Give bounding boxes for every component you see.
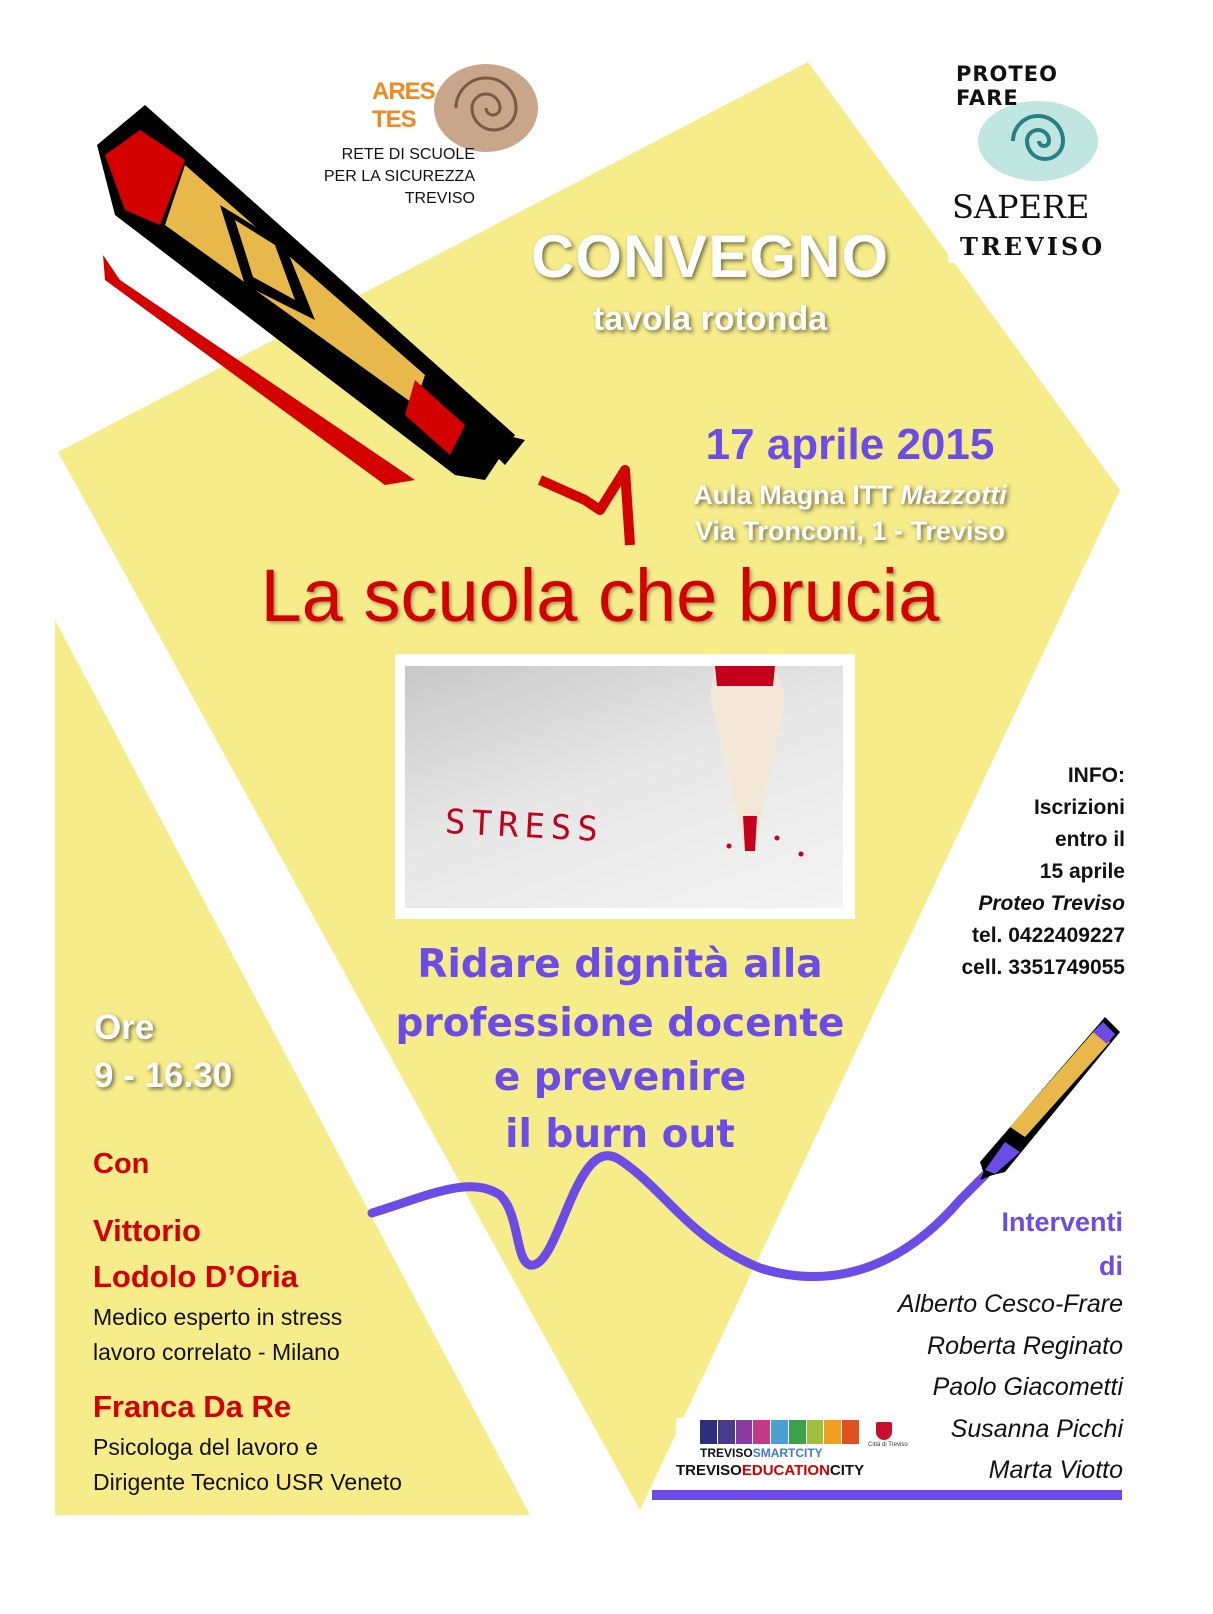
red-chips <box>705 826 825 866</box>
info-line: entro il <box>1054 828 1125 851</box>
info-block <box>865 760 1125 984</box>
color-stripe <box>824 1420 841 1444</box>
color-stripe <box>771 1420 788 1444</box>
speaker-2 <box>93 1384 513 1500</box>
small-pencil-icon <box>965 1012 1125 1182</box>
treviso-city-logo <box>676 1418 911 1484</box>
ares-letters: ARES TES <box>372 78 435 133</box>
stress-photo <box>395 654 855 919</box>
tagline <box>380 938 860 1170</box>
speaker-desc: lavoro correlato - Milano <box>93 1339 340 1365</box>
proteo-word: SAPERE <box>952 188 1090 226</box>
event-venue <box>620 480 1080 511</box>
speaker-desc: Psicologa del lavoro e <box>93 1434 319 1460</box>
interventions-label-2: di <box>1099 1251 1123 1281</box>
ares-line: RETE DI SCUOLE <box>341 146 475 163</box>
ares-text <box>255 144 475 210</box>
ares-line: TREVISO <box>404 190 475 207</box>
purple-underline-bar <box>652 1490 1122 1500</box>
tagline-line: professione docente <box>395 1001 845 1046</box>
educationcity-line <box>676 1462 864 1479</box>
color-stripes <box>700 1420 860 1444</box>
intervention-name: Marta Viotto <box>988 1456 1123 1484</box>
color-stripe <box>753 1420 770 1444</box>
intervention-name: Susanna Picchi <box>950 1414 1123 1443</box>
with-label: Con <box>93 1148 150 1180</box>
venue-prefix: Aula Magna ITT <box>693 480 893 510</box>
color-stripe <box>718 1420 735 1444</box>
info-tel: tel. 0422409227 <box>972 924 1125 947</box>
schedule-label: Ore <box>94 1008 155 1047</box>
event-address: Via Tronconi, 1 - Treviso <box>694 516 1006 546</box>
event-subtype: tavola rotonda <box>592 300 828 338</box>
color-stripe <box>700 1420 717 1444</box>
crest-text: Città di Treviso <box>868 1442 908 1448</box>
speaker-1 <box>93 1208 513 1370</box>
proteo-top-text: PROTEO FARE <box>956 62 1058 110</box>
proteo-city: TREVISO <box>960 232 1106 261</box>
smartcity-b: SMARTCITY <box>752 1446 823 1460</box>
smartcity-a: TREVISO <box>700 1446 753 1460</box>
interventions-label-1: Interventi <box>1001 1207 1123 1237</box>
color-stripe <box>807 1420 824 1444</box>
crest-icon <box>876 1422 892 1440</box>
speaker-desc: Medico esperto in stress <box>93 1304 343 1330</box>
event-type: CONVEGNO <box>530 223 890 290</box>
speaker-name: Vittorio <box>93 1213 201 1248</box>
info-cell: cell. 3351749055 <box>961 956 1125 979</box>
venue-name: Mazzotti <box>900 480 1007 510</box>
tagline-line: il burn out <box>505 1112 735 1157</box>
ares-logo <box>300 60 545 210</box>
color-stripe <box>789 1420 806 1444</box>
info-label: INFO: <box>1067 764 1125 787</box>
intervention-name: Alberto Cesco-Frare <box>897 1290 1123 1318</box>
intervention-name: Paolo Giacometti <box>932 1373 1123 1401</box>
speaker-name: Lodolo D’Oria <box>93 1259 298 1294</box>
info-line: 15 aprile <box>1039 860 1125 883</box>
info-line: Iscrizioni <box>1033 796 1125 819</box>
schedule-hours: 9 - 16.30 <box>94 1056 233 1095</box>
color-stripe <box>842 1420 859 1444</box>
color-stripe <box>736 1420 753 1444</box>
education-a: TREVISO <box>676 1462 742 1479</box>
proteo-logo <box>948 58 1118 263</box>
event-title: La scuola che brucia <box>260 554 940 637</box>
ares-line: PER LA SICUREZZA <box>323 168 475 185</box>
education-b: EDUCATION <box>741 1462 830 1479</box>
photo-word: STRESS <box>444 801 605 851</box>
interventions-label <box>863 1200 1123 1288</box>
tagline-line: Ridare dignità alla <box>417 942 823 987</box>
tagline-line: e prevenire <box>493 1055 747 1100</box>
smartcity-line <box>700 1446 823 1460</box>
speaker-desc: Dirigente Tecnico USR Veneto <box>93 1469 402 1495</box>
speaker-name: Franca Da Re <box>93 1389 292 1424</box>
info-org: Proteo Treviso <box>978 892 1125 915</box>
event-date: 17 aprile 2015 <box>705 420 995 469</box>
intervention-name: Roberta Reginato <box>927 1331 1123 1360</box>
education-c: CITY <box>829 1462 865 1479</box>
photo-inner <box>405 666 843 908</box>
